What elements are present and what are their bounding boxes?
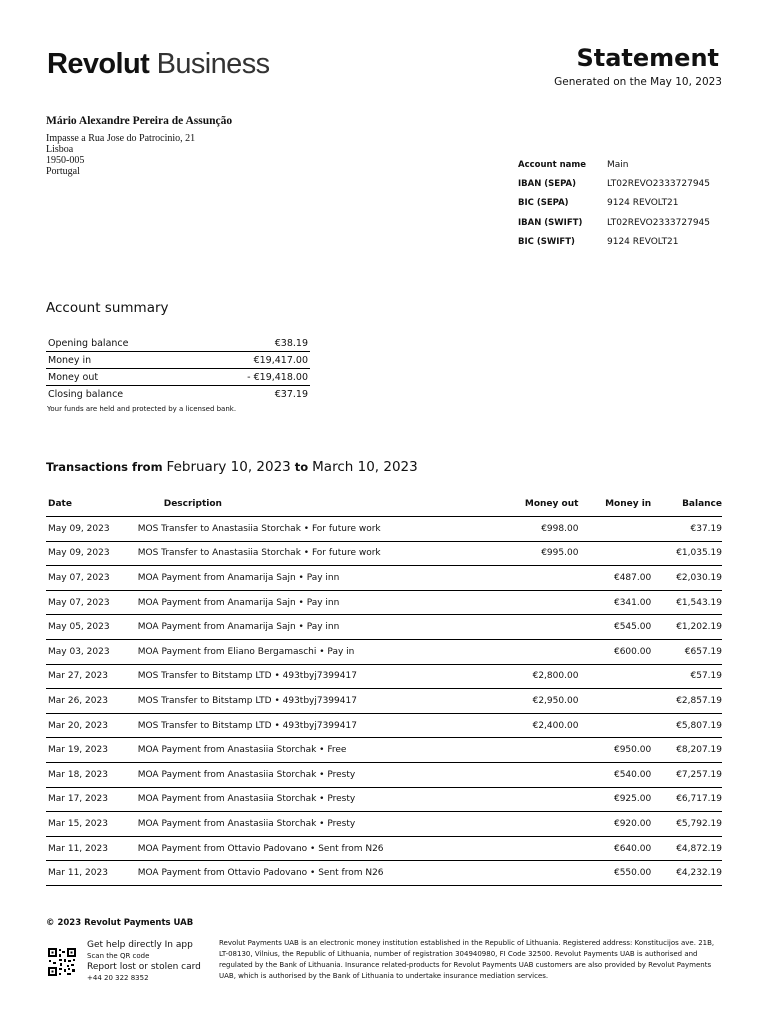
tx-balance: €37.19 — [690, 523, 722, 534]
account-label: BIC (SWIFT) — [518, 236, 575, 247]
tx-balance: €1,543.19 — [676, 597, 722, 608]
tx-description: MOA Payment from Anastasiia Storchak • Presty — [137, 769, 356, 780]
account-value: LT02REVO2333727945 — [607, 178, 711, 189]
tx-money-in: €920.00 — [613, 818, 652, 829]
summary-title: Account summary — [46, 300, 169, 316]
tx-date: Mar 15, 2023 — [48, 818, 108, 829]
page-title: Statement — [576, 44, 719, 72]
table-row — [46, 615, 722, 640]
legal-text: Revolut Payments UAB is an electronic money institution established in the Republic of Lithuania. Registered address: Konstitucijos ave. 21B, LT-08130, Vilnius, the Republic of Lithuania, number of registration 304940980, FI Code 32500. Revolut Payments UAB is authorised and regulated by the Bank of Lithuania. Insurance related-products for Revolut Payments UAB customers are also provided by Revolut Payments UAB, which is authorised by the Bank of Lithuania to undertake insurance mediation services. — [219, 939, 715, 980]
help-subtitle: Scan the QR code — [87, 952, 150, 960]
tx-description: MOS Transfer to Bitstamp LTD • 493tbyj7399417 — [137, 695, 357, 706]
tx-date: Mar 11, 2023 — [48, 868, 108, 879]
tx-description: MOA Payment from Ottavio Padovano • Sent from N26 — [137, 843, 384, 854]
tx-balance: €4,232.19 — [676, 868, 722, 879]
table-row — [46, 517, 722, 542]
summary-value: €37.19 — [274, 388, 308, 400]
summary-label: Money out — [48, 371, 99, 383]
tx-balance: €657.19 — [684, 646, 722, 657]
tx-money-in: €550.00 — [613, 868, 652, 879]
tx-date: Mar 17, 2023 — [48, 794, 108, 805]
tx-description: MOS Transfer to Anastasiia Storchak • For future work — [137, 548, 381, 559]
address-line: Lisboa — [46, 144, 74, 155]
revolut-business-logo — [47, 48, 270, 81]
qr-code-icon[interactable] — [47, 947, 77, 977]
tx-date: Mar 11, 2023 — [48, 843, 108, 854]
tx-description: MOA Payment from Anamarija Sajn • Pay inn — [137, 622, 340, 633]
summary-note: Your funds are held and protected by a licensed bank. — [47, 405, 237, 413]
header-money-in: Money in — [605, 499, 652, 509]
account-row — [518, 174, 710, 193]
transactions-from-date: February 10, 2023 — [166, 459, 291, 475]
tx-money-in: €640.00 — [613, 843, 652, 854]
tx-balance: €1,035.19 — [676, 548, 722, 559]
transactions-title-prefix: Transactions from — [46, 460, 163, 474]
tx-description: MOA Payment from Anamarija Sajn • Pay inn — [137, 572, 340, 583]
tx-money-in: €925.00 — [613, 794, 652, 805]
tx-money-out: €2,950.00 — [532, 695, 579, 706]
transactions-header — [46, 492, 722, 517]
report-card-link[interactable]: Report lost or stolen card — [87, 962, 201, 972]
tx-date: May 09, 2023 — [48, 548, 110, 559]
help-title: Get help directly In app — [87, 940, 193, 950]
generated-date: Generated on the May 10, 2023 — [554, 76, 722, 88]
account-label: Account name — [518, 159, 587, 170]
brand-bold: Revolut — [47, 48, 150, 80]
tx-money-in: €600.00 — [613, 646, 652, 657]
tx-balance: €7,257.19 — [676, 769, 722, 780]
tx-money-in: €545.00 — [613, 622, 652, 633]
summary-label: Opening balance — [48, 337, 129, 349]
account-label: IBAN (SWIFT) — [518, 217, 583, 228]
transactions-body — [46, 517, 722, 886]
copyright: © 2023 Revolut Payments UAB — [46, 918, 194, 928]
brand-light: Business — [156, 48, 270, 80]
tx-description: MOS Transfer to Anastasiia Storchak • For future work — [137, 523, 381, 534]
address-line: Impasse a Rua Jose do Patrocinio, 21 — [46, 133, 196, 144]
tx-description: MOA Payment from Anastasiia Storchak • Presty — [137, 818, 356, 829]
summary-row — [46, 369, 310, 386]
account-label: IBAN (SEPA) — [518, 178, 577, 189]
tx-balance: €2,857.19 — [676, 695, 722, 706]
tx-date: May 07, 2023 — [48, 572, 110, 583]
summary-value: €38.19 — [274, 337, 308, 349]
tx-description: MOS Transfer to Bitstamp LTD • 493tbyj7399417 — [137, 720, 357, 731]
tx-money-in: €540.00 — [613, 769, 652, 780]
transactions-table — [46, 492, 722, 886]
customer-address — [46, 116, 232, 177]
account-value: LT02REVO2333727945 — [607, 217, 711, 228]
header-money-out: Money out — [524, 499, 579, 509]
tx-money-out: €998.00 — [541, 523, 579, 534]
tx-date: Mar 18, 2023 — [48, 769, 108, 780]
table-row — [46, 788, 722, 813]
table-row — [46, 861, 722, 886]
tx-date: May 05, 2023 — [48, 622, 110, 633]
summary-label: Closing balance — [48, 388, 124, 400]
tx-description: MOS Transfer to Bitstamp LTD • 493tbyj7399417 — [137, 671, 357, 682]
tx-balance: €6,717.19 — [676, 794, 722, 805]
tx-money-in: €950.00 — [613, 745, 652, 756]
tx-balance: €2,030.19 — [676, 572, 722, 583]
account-value: 9124 REVOLT21 — [607, 236, 679, 247]
table-row — [46, 812, 722, 837]
tx-description: MOA Payment from Anastasiia Storchak • Presty — [137, 794, 356, 805]
summary-value: €19,417.00 — [253, 354, 308, 366]
header-date: Date — [48, 499, 72, 509]
tx-date: May 03, 2023 — [48, 646, 110, 657]
tx-balance: €1,202.19 — [676, 622, 722, 633]
summary-row — [46, 386, 310, 402]
table-row — [46, 665, 722, 690]
tx-description: MOA Payment from Anastasiia Storchak • Free — [137, 745, 347, 756]
tx-date: Mar 27, 2023 — [48, 671, 108, 682]
table-row — [46, 837, 722, 862]
summary-table — [46, 335, 310, 402]
help-section — [87, 940, 201, 984]
transactions-to-date: March 10, 2023 — [312, 459, 418, 475]
customer-name: Mário Alexandre Pereira de Assunção — [46, 115, 233, 127]
summary-row — [46, 335, 310, 352]
summary-value: - €19,418.00 — [247, 371, 308, 383]
account-details — [518, 155, 710, 251]
tx-balance: €57.19 — [690, 671, 722, 682]
tx-description: MOA Payment from Ottavio Padovano • Sent from N26 — [137, 868, 384, 879]
tx-money-in: €341.00 — [613, 597, 652, 608]
account-label: BIC (SEPA) — [518, 198, 569, 209]
table-row — [46, 763, 722, 788]
tx-date: Mar 26, 2023 — [48, 695, 108, 706]
account-value: 9124 REVOLT21 — [607, 198, 679, 209]
account-value: Main — [607, 159, 629, 170]
tx-money-out: €2,400.00 — [532, 720, 579, 731]
tx-description: MOA Payment from Anamarija Sajn • Pay inn — [137, 597, 340, 608]
transactions-to-word: to — [294, 460, 309, 474]
tx-money-out: €2,800.00 — [532, 671, 579, 682]
table-row — [46, 714, 722, 739]
summary-label: Money in — [48, 354, 92, 366]
tx-balance: €8,207.19 — [676, 745, 722, 756]
tx-date: May 09, 2023 — [48, 523, 110, 534]
address-line: Portugal — [46, 166, 80, 177]
header-description: Description — [163, 499, 222, 509]
tx-date: Mar 19, 2023 — [48, 745, 108, 756]
transactions-title — [46, 459, 418, 475]
account-row — [518, 194, 710, 213]
tx-balance: €4,872.19 — [676, 843, 722, 854]
account-row — [518, 155, 710, 174]
table-row — [46, 689, 722, 714]
table-row — [46, 591, 722, 616]
tx-money-in: €487.00 — [613, 572, 652, 583]
phone-number: +44 20 322 8352 — [87, 974, 149, 982]
tx-money-out: €995.00 — [541, 548, 579, 559]
tx-date: May 07, 2023 — [48, 597, 110, 608]
tx-description: MOA Payment from Eliano Bergamaschi • Pay in — [137, 646, 355, 657]
table-row — [46, 542, 722, 567]
tx-balance: €5,807.19 — [676, 720, 722, 731]
summary-row — [46, 352, 310, 369]
table-row — [46, 738, 722, 763]
header-balance: Balance — [682, 499, 722, 509]
table-row — [46, 566, 722, 591]
address-line: 1950-005 — [46, 155, 85, 166]
tx-date: Mar 20, 2023 — [48, 720, 108, 731]
account-row — [518, 213, 710, 232]
table-row — [46, 640, 722, 665]
account-row — [518, 232, 710, 251]
tx-balance: €5,792.19 — [676, 818, 722, 829]
